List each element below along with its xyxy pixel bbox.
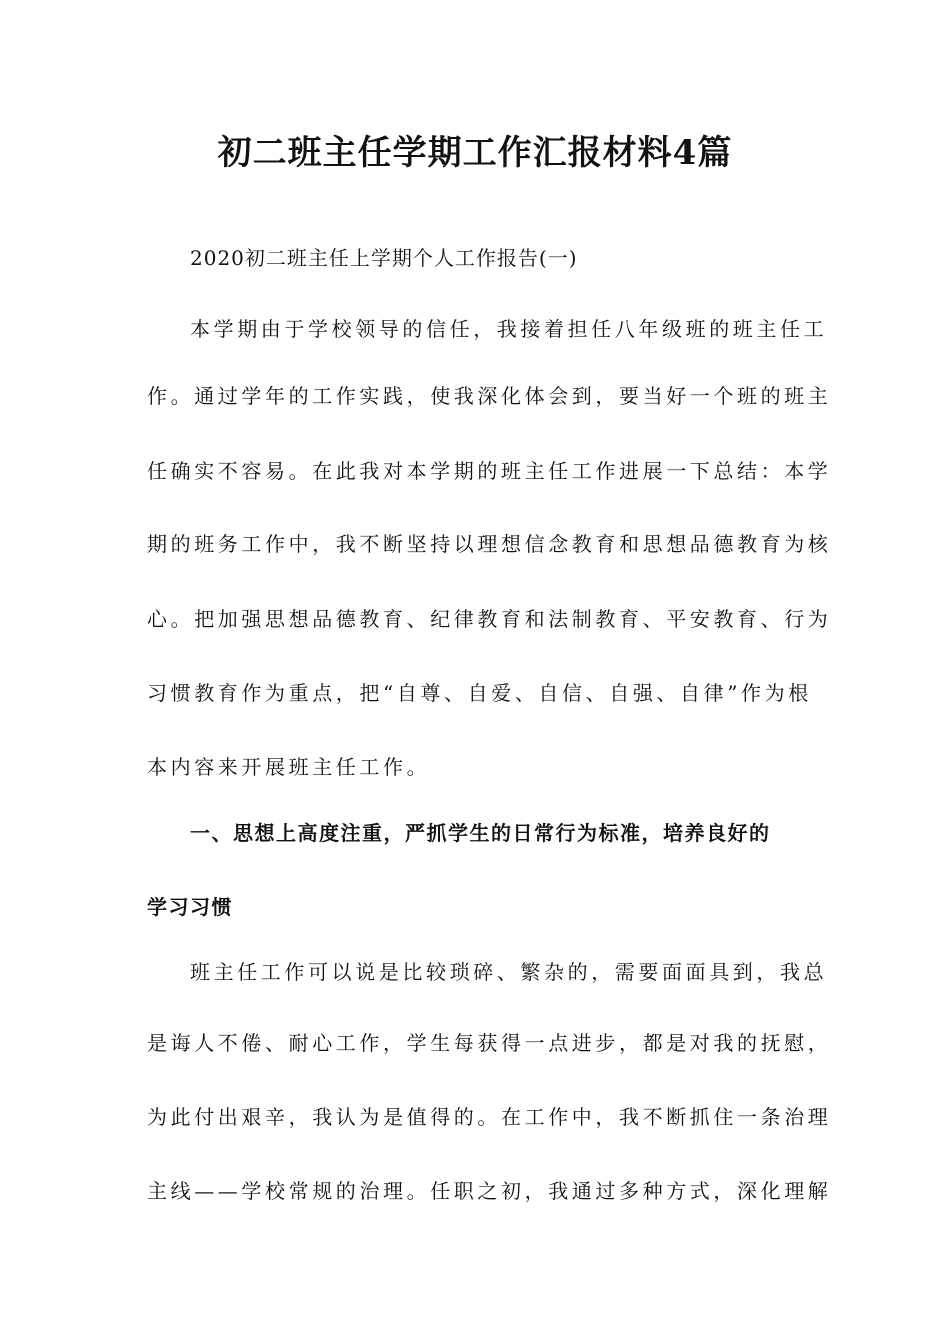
paragraph-1-line: 任确实不容易。在此我对本学期的班主任工作进展一下总结：本学 [147,459,832,483]
paragraph-2-line: 为此付出艰辛，我认为是值得的。在工作中，我不断抓住一条治理 [147,1105,832,1129]
paragraph-1-line: 本学期由于学校领导的信任，我接着担任八年级班的班主任工 [190,317,828,341]
section-heading-line: 学习习惯 [147,895,233,919]
document-title: 初二班主任学期工作汇报材料4篇 [217,133,733,173]
paragraph-2-line: 主线——学校常规的治理。任职之初，我通过多种方式，深化理解 [147,1179,832,1203]
paragraph-1-line: 心。把加强思想品德教育、纪律教育和法制教育、平安教育、行为 [147,607,832,631]
document-subtitle: 2020初二班主任上学期个人工作报告(一) [190,246,578,270]
paragraph-1-line: 本内容来开展班主任工作。 [147,755,431,779]
paragraph-2-line: 班主任工作可以说是比较琐碎、繁杂的，需要面面具到，我总 [190,960,828,984]
section-heading-line: 一、思想上高度注重，严抓学生的日常行为标准，培养良好的 [190,821,771,845]
paragraph-2-line: 是诲人不倦、耐心工作，学生每获得一点进步，都是对我的抚慰， [147,1031,832,1055]
paragraph-1-line: 习惯教育作为重点，把“自尊、自爱、自信、自强、自律”作为根 [147,681,812,705]
paragraph-1-line: 作。通过学年的工作实践，使我深化体会到，要当好一个班的班主 [147,384,832,408]
paragraph-1-line: 期的班务工作中，我不断坚持以理想信念教育和思想品德教育为核 [147,532,832,556]
